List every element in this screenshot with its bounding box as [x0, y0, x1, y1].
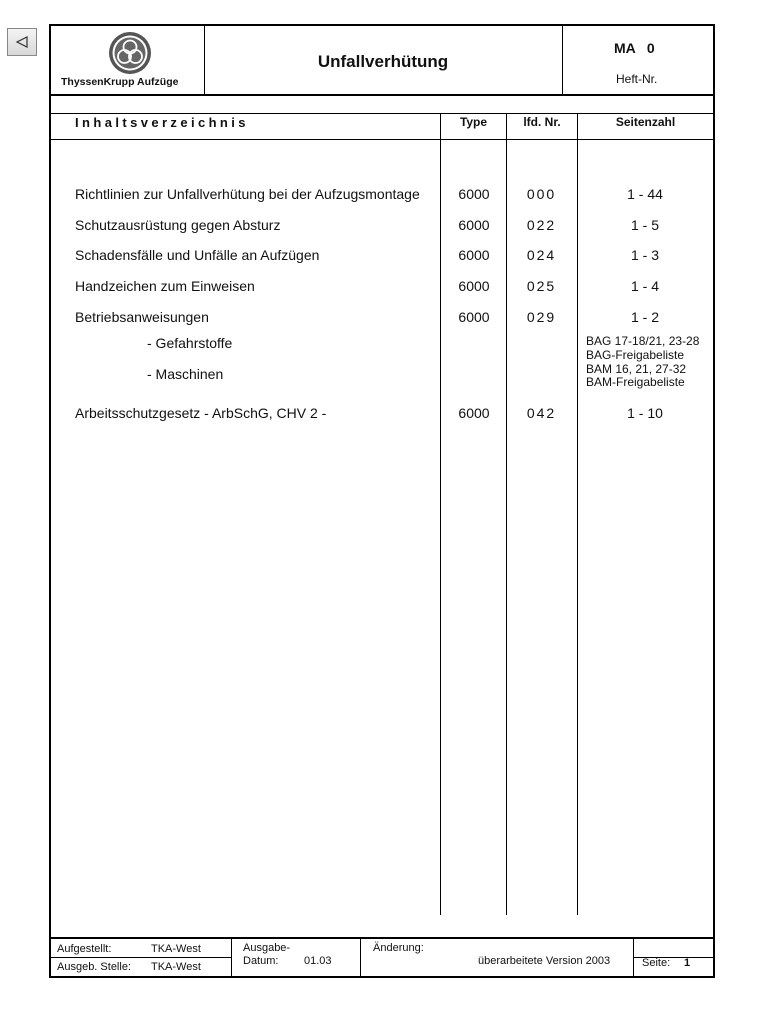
column-header-type: Type	[459, 115, 488, 129]
row-type: 6000	[458, 405, 490, 421]
row-type: 6000	[458, 247, 490, 263]
seite-label: Seite:	[642, 957, 671, 969]
ausgabe-label: Ausgabe-	[243, 942, 291, 954]
subitem-gefahrstoffe: - Gefahrstoffe	[147, 335, 233, 351]
thyssenkrupp-logo	[104, 30, 156, 76]
datum-label: Datum:	[243, 955, 279, 967]
seite-value: 1	[684, 957, 691, 969]
document-code: MA 0	[614, 40, 655, 56]
row-pages: 1 - 10	[627, 405, 663, 421]
column-header-pages: Seitenzahl	[615, 115, 676, 129]
bag-line: BAG-Freigabeliste	[586, 348, 685, 362]
ausgeb-value: TKA-West	[151, 961, 201, 973]
row-type: 6000	[458, 278, 490, 294]
row-label: Arbeitsschutzgesetz - ArbSchG, CHV 2 -	[75, 405, 327, 421]
row-pages: 1 - 44	[627, 186, 663, 202]
back-button[interactable]	[7, 28, 37, 56]
aufgestellt-label: Aufgestellt:	[57, 943, 112, 955]
aenderung-label: Änderung:	[373, 942, 424, 954]
subitem-maschinen: - Maschinen	[147, 366, 224, 382]
row-type: 6000	[458, 217, 490, 233]
datum-value: 01.03	[304, 955, 332, 967]
bag-line: BAG 17-18/21, 23-28	[586, 334, 700, 348]
row-label: Richtlinien zur Unfallverhütung bei der Aufzugsmontage	[75, 186, 420, 202]
triangle-left-icon	[15, 36, 29, 48]
document-code-label: Heft-Nr.	[616, 72, 658, 86]
row-number: 029	[526, 309, 557, 325]
row-label: Schadensfälle und Unfälle an Aufzügen	[75, 247, 320, 263]
company-name: ThyssenKrupp Aufzüge	[61, 76, 179, 88]
column-header-nr: lfd. Nr.	[523, 115, 561, 129]
row-number: 024	[526, 247, 557, 263]
row-pages: 1 - 2	[630, 309, 659, 325]
bag-line: BAM 16, 21, 27-32	[586, 362, 687, 376]
toc-heading: Inhaltsverzeichnis	[75, 115, 249, 130]
row-type: 6000	[458, 309, 490, 325]
row-label: Betriebsanweisungen	[75, 309, 209, 325]
row-number: 025	[526, 278, 557, 294]
aenderung-value: überarbeitete Version 2003	[478, 955, 611, 967]
row-label: Handzeichen zum Einweisen	[75, 278, 255, 294]
bag-line: BAM-Freigabeliste	[586, 375, 685, 389]
ausgeb-label: Ausgeb. Stelle:	[57, 961, 131, 973]
row-pages: 1 - 5	[630, 217, 659, 233]
row-number: 000	[526, 186, 557, 202]
row-number: 022	[526, 217, 557, 233]
row-pages: 1 - 3	[630, 247, 659, 263]
aufgestellt-value: TKA-West	[151, 943, 201, 955]
document-title: Unfallverhütung	[317, 52, 449, 71]
row-type: 6000	[458, 186, 490, 202]
row-label: Schutzausrüstung gegen Absturz	[75, 217, 281, 233]
row-number: 042	[526, 405, 557, 421]
row-pages: 1 - 4	[630, 278, 659, 294]
